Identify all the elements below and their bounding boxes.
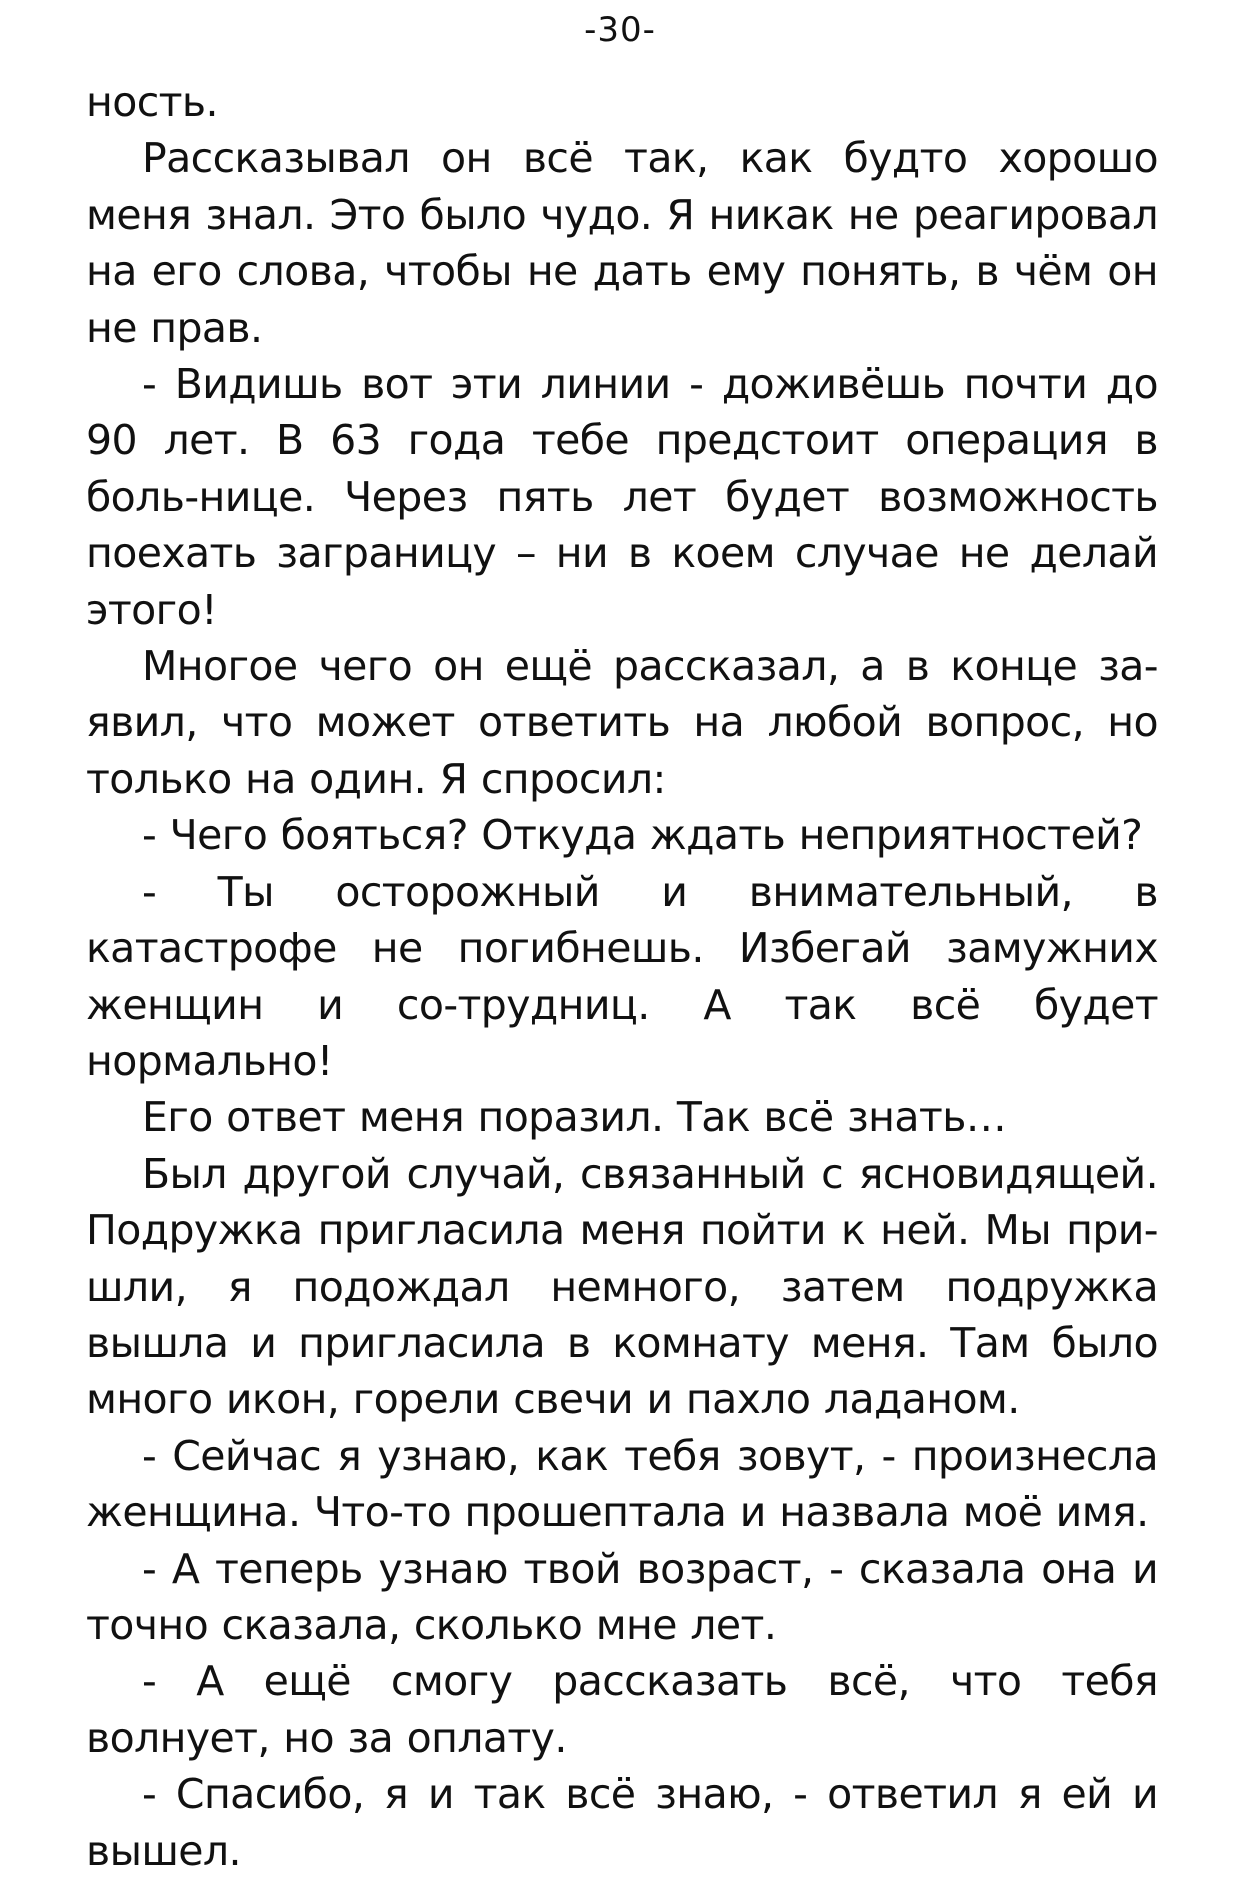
paragraph-3: - Видишь вот эти линии - доживёшь почти до 90 лет. В 63 года тебе предстоит операция в боль-нице. Через пять лет будет возможность поехать заграницу – ни в коем случае не делай этого! [86, 360, 1158, 634]
body-text [86, 74, 1158, 1879]
paragraph-8: Был другой случай, связанный с ясновидящей. Подружка пригласила меня пойти к ней. Мы при-шли, я подождал немного, затем подружка вышла и пригласила в комнату меня. Там было много икон, горели свечи и пахло ладаном. [86, 1149, 1158, 1424]
paragraph-12: - Спасибо, я и так всё знаю, - ответил я ей и вышел. [86, 1770, 1158, 1875]
paragraph-1: ность. [86, 78, 218, 126]
page-number: -30- [584, 10, 656, 50]
paragraph-4: Многое чего он ещё рассказал, а в конце за-явил, что может ответить на любой вопрос, но только на один. Я спросил: [86, 642, 1158, 803]
paragraph-9: - Сейчас я узнаю, как тебя зовут, - произнесла женщина. Что-то прошептала и назвала моё имя. [86, 1431, 1158, 1537]
paragraph-11: - А ещё смогу рассказать всё, что тебя волнует, но за оплату. [86, 1657, 1158, 1762]
paragraph-6: - Ты осторожный и внимательный, в катастрофе не погибнешь. Избегай замужних женщин и со-трудниц. А так всё будет нормально! [86, 867, 1158, 1085]
paragraph-5: - Чего бояться? Откуда ждать неприятностей? [142, 811, 1143, 860]
paragraph-7: Его ответ меня поразил. Так всё знать… [142, 1093, 1007, 1142]
paragraph-10: - А теперь узнаю твой возраст, - сказала она и точно сказала, сколько мне лет. [86, 1544, 1158, 1649]
paragraph-2: Рассказывал он всё так, как будто хорошо меня знал. Это было чудо. Я никак не реагировал на его слова, чтобы не дать ему понять, в чём он не прав. [86, 134, 1158, 352]
